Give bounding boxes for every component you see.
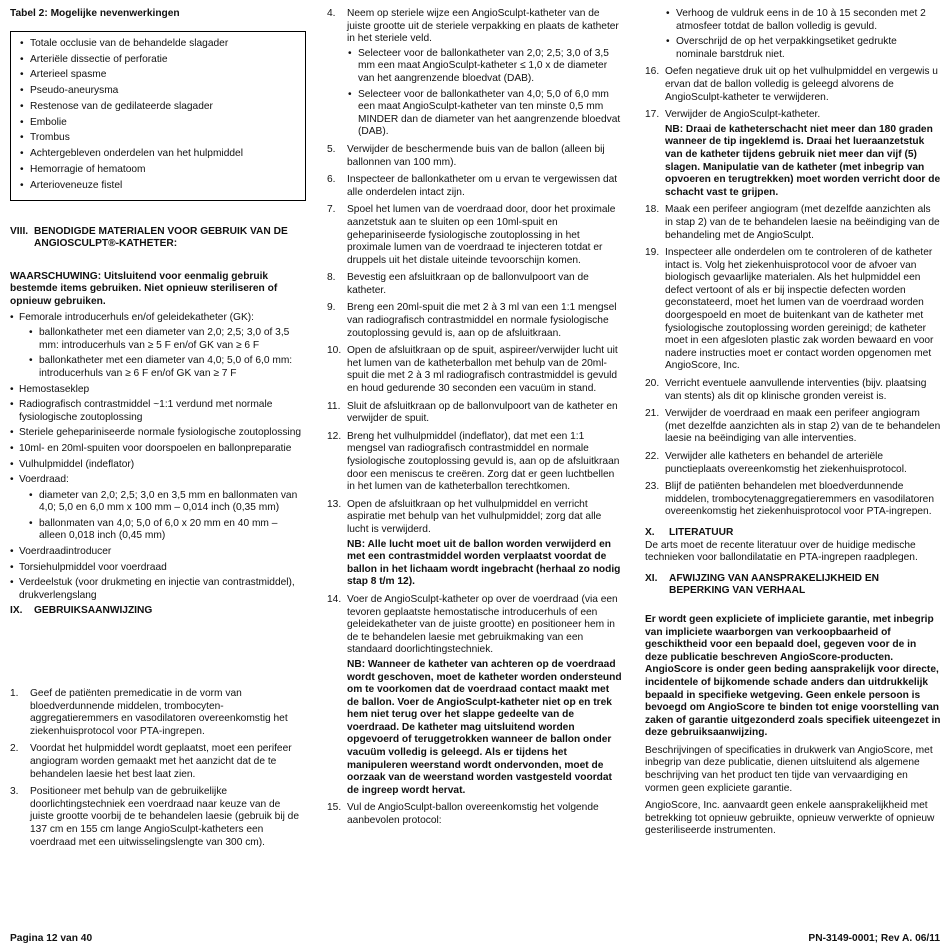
disclaimer-paragraph: AngioScore, Inc. aanvaardt geen enkele aansprakelijkheid met betrekking tot opnieuw gebruikte, opnieuw verwerkte of opnieuw gesteriliseerde instrumenten. [645, 800, 935, 837]
table-title: Tabel 2: Mogelijke nevenwerkingen [10, 8, 180, 19]
list-item: • Radiografisch contrastmiddel ~1:1 verdund met normale fysiologische zoutoplossing [10, 399, 306, 424]
column-1 [10, 8, 306, 854]
step-number: 15. [327, 802, 342, 814]
list-item: • Vulhulpmiddel (indeflator) [10, 459, 306, 472]
step-number: 9. [327, 302, 336, 314]
step-4 [327, 8, 623, 139]
step-text: Voordat het hulpmiddel wordt geplaatst, moet een perifeer angiogram worden gemaakt met het aanzicht dat de te behandelen laesie het best laat zien. [30, 743, 292, 780]
section-10-text: De arts moet de recente literatuur over de huidige medische technieken voor ballondilatatie en PTA-ingrepen raadplegen. [645, 539, 918, 564]
step-10 [327, 345, 623, 395]
sub-list-item: • diameter van 2,0; 2,5; 3,0 en 3,5 mm en ballonmaten van 4,0; 5,0 en 6,0 mm x 100 mm – 0,014 inch (0,35 mm) [19, 490, 306, 515]
step-text: Oefen negatieve druk uit op het vulhulpmiddel en vergewis u ervan dat de ballon volledig is geleegd alvorens de AngioSculpt-katheter te verwijderen. [665, 66, 938, 103]
step-text: Neem op steriele wijze een AngioSculpt-katheter van de juiste grootte uit de steriele verpakking en plaats de katheter in het steriele veld. [347, 8, 619, 45]
document-code: PN-3149-0001; Rev A. 06/11 [808, 933, 940, 945]
table-item: • Achtergebleven onderdelen van het hulpmiddel [19, 148, 297, 161]
step-number: 2. [10, 743, 19, 755]
step-text: Verwijder de voerdraad en maak een perifeer angiogram (met dezelfde aanzichten als in stap 2) van de te behandelen laesie na beëindiging van alle interventies. [665, 408, 941, 445]
step-6 [327, 174, 623, 199]
step-text: Verwijder de AngioSculpt-katheter. [665, 109, 821, 121]
step-number: 20. [645, 378, 660, 390]
step-number: 4. [327, 8, 336, 19]
section-10-heading [645, 527, 941, 540]
step-text: Open de afsluitkraan op de spuit, aspireer/verwijder lucht uit het lumen van de katheterballon met behulp van de 20ml-spuit die met 2 à 3 ml radiografisch contrastmiddel is gevuld en houd gedurende 30 seconden een vacuüm in stand. [347, 345, 618, 395]
section-number: X. [645, 526, 655, 538]
step-text: Inspecteer de ballonkatheter om u ervan te vergewissen dat alle onderdelen intact zijn. [347, 174, 618, 198]
note: NB: Alle lucht moet uit de ballon worden verwijderd en met een contrastmiddel worden verplaatst voordat de ballon in het lichaam wordt ingebracht (herhaal zo nodig stap 8 t/m 12). [347, 538, 621, 588]
column-3 [645, 8, 941, 843]
step-text: Breng een 20ml-spuit die met 2 à 3 ml van een 1:1 mengsel van radiografisch contrastmiddel en normale fysiologische zoutoplossing gevuld is, aan op de afsluitkraan. [347, 302, 617, 339]
list-item [10, 474, 306, 543]
step-18 [645, 204, 941, 242]
step-number: 12. [327, 430, 342, 442]
step-number: 11. [327, 400, 341, 412]
table-item: • Restenose van de gedilateerde slagader [19, 101, 297, 114]
step-2 [10, 743, 306, 781]
step-23 [645, 481, 941, 519]
step-number: 16. [645, 66, 660, 78]
sub-list-item: • ballonkatheter met een diameter van 2,0; 2,5; 3,0 of 3,5 mm: introducerhuls van ≥ 5 F en/of GK van ≥ 6 F [19, 327, 306, 352]
step-16 [645, 66, 941, 104]
step-text: Verwijder de beschermende buis van de ballon (alleen bij ballonnen van 100 mm). [347, 143, 605, 168]
table-item: • Arterioveneuze fistel [19, 180, 297, 193]
disclaimer-paragraph: Beschrijvingen of specificaties in drukwerk van AngioScore, met inbegrip van deze publicatie, dienen uitsluitend als algemene beschrijving van het product ten tijde van vervaardiging en vormen geen expliciete garantie. [645, 744, 933, 794]
step-number: 22. [645, 451, 660, 462]
step-22 [645, 451, 941, 476]
step-21 [645, 408, 941, 446]
sub-list-item: • Overschrijd de op het verpakkingsetiket gedrukte nominale barstdruk niet. [665, 36, 941, 61]
table-item: • Totale occlusie van de behandelde slagader [19, 38, 297, 51]
step-text: Verwijder alle katheters en behandel de arteriële punctieplaats overeenkomstig het ziekenhuisprotocol. [665, 451, 907, 475]
step-number: 14. [327, 593, 342, 605]
step-7 [327, 204, 623, 267]
step-text: Positioneer met behulp van de gebruikelijke doorlichtingstechniek een voerdraad naar keuze van de juiste grootte voorbij de te behandelen laesie (gebruik bij de 137 cm en 155 cm lange AngioSculpt-katheters een voerdraad met een uitwisselingslengte van 300 cm). [30, 786, 300, 848]
sub-list-item: • Selecteer voor de ballonkatheter van 2,0; 2,5; 3,0 of 3,5 mm een maat AngioSculpt-katheter ≤ 1,0 x de diameter van het aangrenzende bloedvat (DAB). [347, 48, 623, 86]
section-title: BENODIGDE MATERIALEN VOOR GEBRUIK VAN DE ANGIOSCULPT®-KATHETER: [34, 225, 288, 250]
sub-list-item: • ballonmaten van 4,0; 5,0 of 6,0 x 20 mm en 40 mm – alleen 0,018 inch (0,45 mm) [19, 518, 306, 543]
page-number: Pagina 12 van 40 [10, 933, 93, 945]
table-item: • Hemorragie of hematoom [19, 164, 297, 177]
step-text: Maak een perifeer angiogram (met dezelfde aanzichten als in stap 2) van de te behandelen laesie na beëindiging van de behandeling met de AngioSculpt. [665, 204, 940, 241]
sub-list-item: • ballonkatheter met een diameter van 4,0; 5,0 of 6,0 mm: introducerhuls van ≥ 6 F en/of GK van ≥ 7 F [19, 355, 306, 380]
step-12 [327, 431, 623, 494]
warning-text: WAARSCHUWING: Uitsluitend voor eenmalig gebruik bestemde items gebruiken. Niet opnieuw steriliseren of opnieuw gebruiken. [10, 270, 278, 307]
step-number: 8. [327, 272, 336, 284]
list-item: • Voerdraadintroducer [10, 546, 306, 559]
step-number: 13. [327, 498, 342, 510]
step-15 [327, 802, 623, 827]
list-item: • Verdeelstuk (voor drukmeting en injectie van contrastmiddel), drukverlengslang [10, 577, 306, 602]
section-title: LITERATUUR [669, 526, 734, 538]
step-number: 18. [645, 204, 660, 216]
table-item: • Arteriële dissectie of perforatie [19, 54, 297, 67]
step-number: 5. [327, 143, 336, 155]
section-title: AFWIJZING VAN AANSPRAKELIJKHEID EN BEPERKING VAN VERHAAL [669, 572, 879, 597]
section-number: IX. [10, 605, 23, 617]
step-3 [10, 786, 306, 849]
table-item: • Embolie [19, 117, 297, 130]
list-item: • 10ml- en 20ml-spuiten voor doorspoelen en ballonpreparatie [10, 443, 306, 456]
sub-list-item: • Verhoog de vuldruk eens in de 10 à 15 seconden met 2 atmosfeer totdat de ballon volledig is gevuld. [665, 8, 941, 33]
section-title: GEBRUIKSAANWIJZING [34, 605, 153, 617]
step-text: Spoel het lumen van de voerdraad door, door het proximale aanzetstuk aan te sluiten op een 10ml-spuit en gehepariniseerde fysiologische zoutoplossing in het proximale lumen van de voerdraad te injecteren totdat er druppels uit het distale uiteinde tevoorschijn komen. [347, 204, 616, 266]
list-item: • Torsiehulpmiddel voor voerdraad [10, 562, 306, 575]
list-item: • Steriele gehepariniseerde normale fysiologische zoutoplossing [10, 427, 306, 440]
section-9-heading [10, 605, 306, 618]
step-sub-list [347, 48, 623, 139]
step-number: 17. [645, 109, 660, 121]
step-11 [327, 401, 623, 426]
section-11-heading [645, 573, 941, 598]
step-text: Voer de AngioSculpt-katheter op over de voerdraad (via een tevoren geplaatste hemostatische introducerhuls of een geleidekatheter van de juiste grootte) en positioneer hem in de te behandelen laesie met gebruikmaking van een standaard doorlichtingstechniek. [347, 593, 618, 656]
step-number: 7. [327, 204, 336, 216]
step-text: Sluit de afsluitkraan op de ballonvulpoort van de katheter en verwijder de spuit. [347, 400, 618, 425]
materials-list [10, 312, 306, 603]
column-2 [327, 8, 623, 833]
step-20 [645, 378, 941, 403]
table-item: • Arterieel spasme [19, 69, 297, 82]
table-item: • Trombus [19, 132, 297, 145]
sub-list-item: • Selecteer voor de ballonkatheter van 4,0; 5,0 of 6,0 mm een maat AngioSculpt-katheter van ten minste 0,5 mm MINDER dan de diameter van het aangrenzende bloedvat (DAB). [347, 89, 623, 139]
side-effects-table [10, 31, 306, 201]
step-number: 6. [327, 174, 336, 186]
step-number: 1. [10, 688, 19, 700]
step-19 [645, 247, 941, 373]
step-number: 23. [645, 481, 660, 493]
step-text: Blijf de patiënten behandelen met bloedverdunnende middelen, trombocytenaggregatieremmers en vasodilatoren overeenkomstig het ziekenhuisprotocol voor PTA-ingrepen. [665, 481, 934, 518]
step-number: 19. [645, 247, 660, 259]
step-number: 3. [10, 786, 19, 798]
note: NB: Draai de katheterschacht niet meer dan 180 graden wanneer de tip ingeklemd is. Draai het lueraanzetstuk van de katheter tijdens gebruik niet meer dan vijf (5) slagen. Manipulatie van de katheter (met inbegrip van opvoeren en terugtrekken) moet worden verricht door de schacht vast te grijpen. [665, 123, 941, 198]
step-text: Vul de AngioSculpt-ballon overeenkomstig het volgende aanbevolen protocol: [347, 802, 599, 827]
list-item-text: Femorale introducerhuls en/of geleidekatheter (GK): [19, 311, 254, 323]
note: NB: Wanneer de katheter van achteren op de voerdraad wordt geschoven, moet de katheter worden ondersteund om te voorkomen dat de voerdraad contact maakt met de ballon. Voer de AngioSculpt-katheter niet op en trek hem niet terug over het slappe gedeelte van de voerdraad. De katheter mag uitsluitend worden opgevoerd of teruggetrokken wanneer de ballon onder vacuüm volledig is geleegd. Als er tijdens het manipuleren weerstand wordt ondervonden, moet de oorzaak van de weerstand worden vastgesteld voordat de ingreep wordt hervat. [347, 658, 622, 796]
sub-list [19, 490, 306, 543]
step-14 [327, 594, 623, 798]
step-17 [645, 109, 941, 199]
step-text: Breng het vulhulpmiddel (indeflator), dat met een 1:1 mengsel van radiografisch contrastmiddel en normale fysiologische zoutoplossing gevuld is, aan op de afsluitkraan door een meniscus te creëren. Zorg dat er geen luchtbellen in het lumen van de katheterballon terechtkomen. [347, 430, 620, 493]
step-13 [327, 499, 623, 589]
step-number: 10. [327, 345, 342, 357]
list-item [10, 312, 306, 381]
step-text: Geef de patiënten premedicatie in de vorm van bloedverdunnende middelen, trombocyten-aggregatieremmers en vasodilatoren overeenkomstig het ziekenhuisprotocol voor PTA-ingrepen. [30, 688, 288, 737]
step-15-sub-list [665, 8, 941, 61]
step-number: 21. [645, 408, 660, 420]
step-9 [327, 302, 623, 340]
list-item: • Hemostaseklep [10, 384, 306, 397]
table-item: • Pseudo-aneurysma [19, 85, 297, 98]
step-8 [327, 272, 623, 297]
sub-list [19, 327, 306, 380]
step-text: Open de afsluitkraan op het vulhulpmiddel en verricht aspiratie met behulp van het vulhulpmiddel; zorg dat alle lucht is verwijderd. [347, 498, 602, 535]
step-1 [10, 688, 306, 738]
section-8-heading [10, 226, 306, 251]
step-text: Bevestig een afsluitkraan op de ballonvulpoort van de katheter. [347, 272, 589, 296]
section-number: VIII. [10, 225, 29, 237]
section-number: XI. [645, 572, 658, 584]
disclaimer-text: Er wordt geen expliciete of impliciete garantie, met inbegrip van impliciete waarborgen van verkoopbaarheid of geschiktheid voor een bepaald doel, gegeven voor de in deze publicatie beschreven AngioScore-producten. AngioScore is onder geen beding aansprakelijk voor directe, incidentele of bijkomende schade anders dan uitdrukkelijk bepaald in specifieke wetgeving. Geen enkele persoon is bevoegd om AngioScore te binden tot enige voorstelling van zaken of garantie uitgezonderd zoals specifiek uiteengezet in deze gebruiksaanwijzing. [645, 613, 941, 739]
list-item-text: Voerdraad: [19, 474, 69, 486]
step-text: Inspecteer alle onderdelen om te controleren of de katheter intact is. Volg het ziekenhuisprotocol voor de afvoer van biologisch gevaarlijke materialen. Als het hulpmiddel een defect vertoont of als er bij inspectie defecten worden geconstateerd, moet het lumen van de voerdraad worden doorgespoeld en moet de buitenkant van de katheter met fysiologische zoutoplossing worden gereinigd; de katheter moet in een afgesloten plastic zak worden bewaard en voor nadere instructies moet er contact worden opgenomen met AngioScore, Inc. [665, 247, 934, 372]
step-text: Verricht eventuele aanvullende interventies (bijv. plaatsing van stents) als dit op klinische gronden vereist is. [665, 378, 927, 402]
step-5 [327, 144, 623, 169]
